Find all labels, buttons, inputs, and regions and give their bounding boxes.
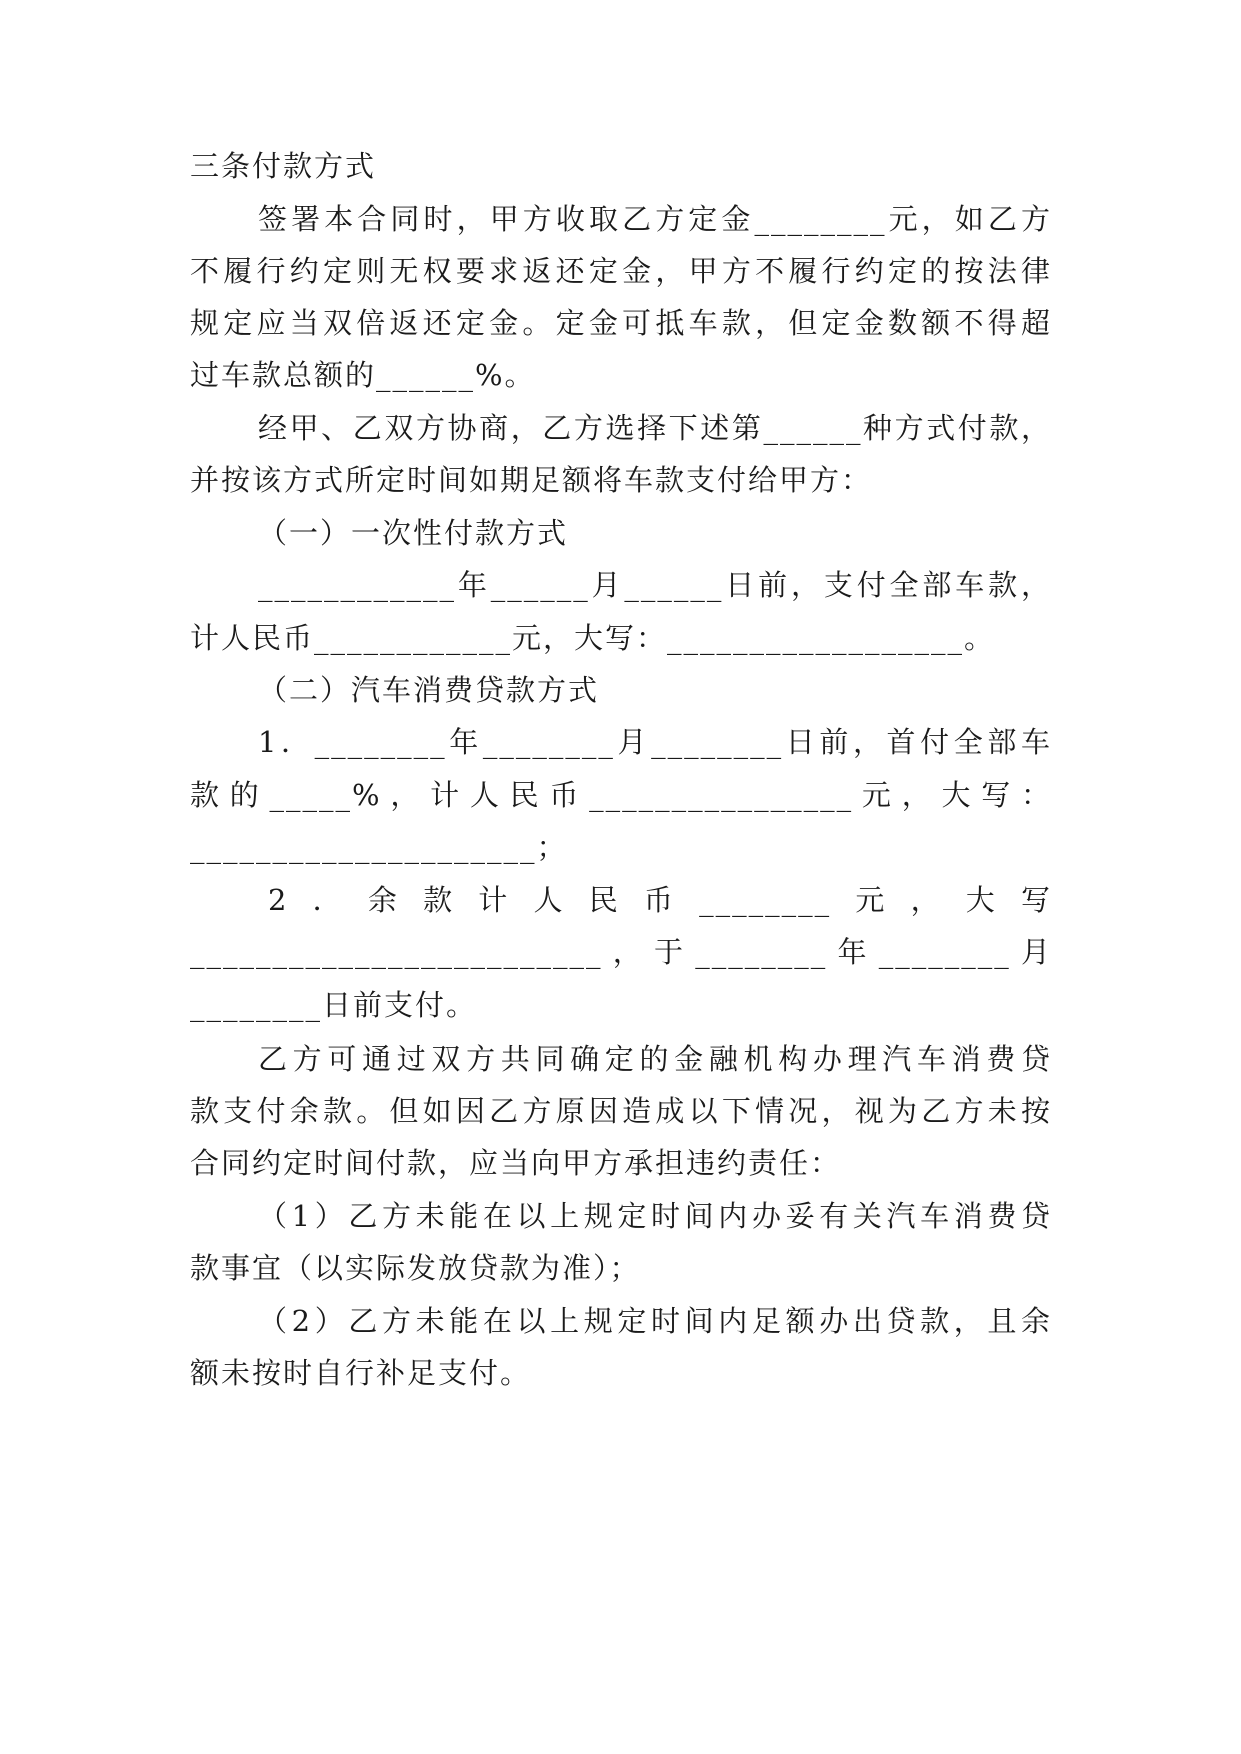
paragraph-line: _________________________，于________年________月: [190, 935, 1052, 969]
paragraph-line: _____________________；: [190, 830, 568, 864]
paragraph-line: 过车款总额的______%。: [190, 358, 536, 392]
paragraph-line: 款的_____%，计人民币________________元，大写：: [190, 778, 1052, 812]
paragraph-line: 计人民币____________元，大写：__________________。: [190, 621, 996, 655]
list-item-line: 额未按时自行补足支付。: [190, 1356, 532, 1390]
section-heading: 三条付款方式: [190, 149, 377, 183]
paragraph-line: 不履行约定则无权要求返还定金，甲方不履行约定的按法律: [190, 254, 1052, 288]
paragraph-line: ________日前支付。: [190, 988, 478, 1022]
paragraph-line: 款支付余款。但如因乙方原因造成以下情况，视为乙方未按: [190, 1094, 1052, 1128]
paragraph-line: ____________年______月______日前，支付全部车款，: [258, 568, 1052, 602]
list-item-line: 款事宜（以实际发放贷款为准）；: [190, 1251, 641, 1285]
paragraph-line: 2．余款计人民币________元，大写: [268, 883, 1052, 917]
paragraph-line: 规定应当双倍返还定金。定金可抵车款，但定金数额不得超: [190, 306, 1052, 340]
subsection-heading: （一）一次性付款方式: [258, 516, 569, 550]
paragraph-line: 1．________年________月________日前，首付全部车: [258, 725, 1052, 759]
paragraph-line: 合同约定时间付款，应当向甲方承担违约责任：: [190, 1146, 842, 1180]
paragraph-line: 乙方可通过双方共同确定的金融机构办理汽车消费贷: [258, 1042, 1052, 1076]
paragraph-line: 经甲、乙双方协商，乙方选择下述第______种方式付款，: [258, 411, 1052, 445]
paragraph-line: 签署本合同时，甲方收取乙方定金________元，如乙方: [258, 202, 1052, 236]
paragraph-line: 并按该方式所定时间如期足额将车款支付给甲方：: [190, 463, 873, 497]
list-item-line: （1）乙方未能在以上规定时间内办妥有关汽车消费贷: [258, 1199, 1052, 1233]
subsection-heading: （二）汽车消费贷款方式: [258, 673, 600, 707]
list-item-line: （2）乙方未能在以上规定时间内足额办出贷款，且余: [258, 1304, 1052, 1338]
